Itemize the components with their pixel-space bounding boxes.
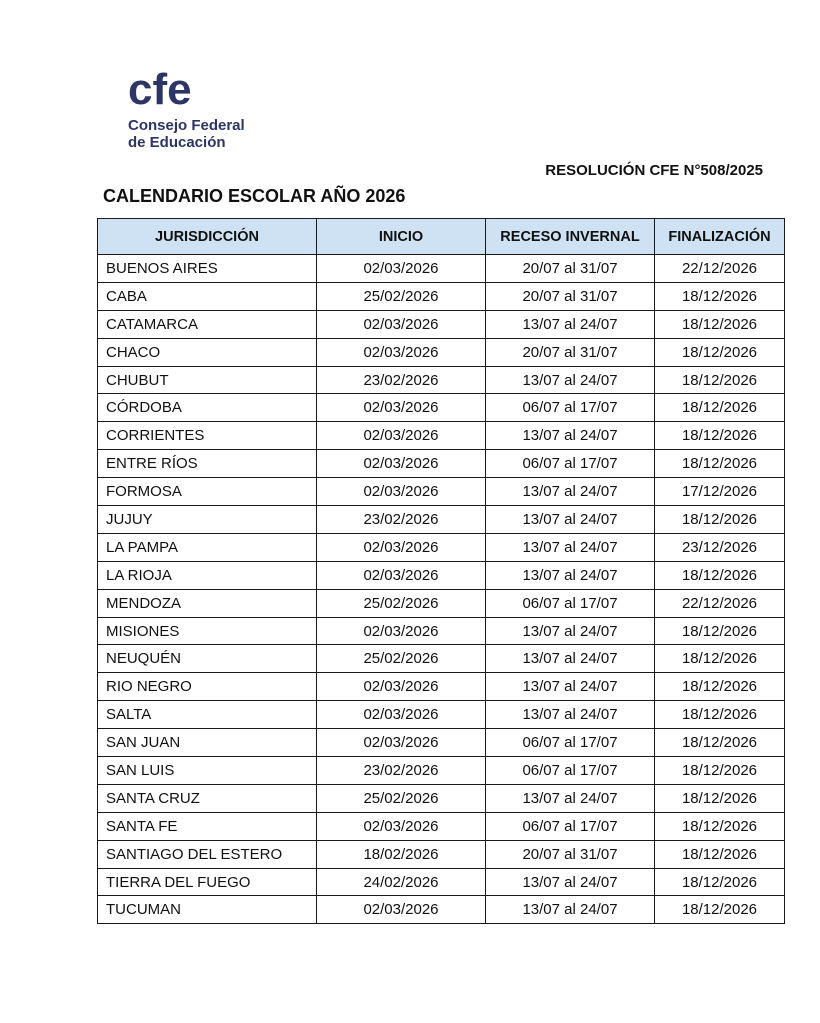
cell-finalizacion: 18/12/2026: [655, 896, 785, 924]
table-row: [98, 729, 785, 757]
table-row: [98, 784, 785, 812]
cell-receso: 06/07 al 17/07: [486, 757, 655, 785]
cell-jurisdiction: SALTA: [98, 701, 317, 729]
cell-receso: 06/07 al 17/07: [486, 589, 655, 617]
cell-jurisdiction: CHUBUT: [98, 366, 317, 394]
cell-receso: 13/07 al 24/07: [486, 868, 655, 896]
cell-finalizacion: 18/12/2026: [655, 394, 785, 422]
cell-receso: 20/07 al 31/07: [486, 338, 655, 366]
cell-finalizacion: 22/12/2026: [655, 255, 785, 283]
logo-name-line2: de Educación: [128, 133, 226, 151]
cell-finalizacion: 18/12/2026: [655, 310, 785, 338]
cell-jurisdiction: TUCUMAN: [98, 896, 317, 924]
table-row: [98, 589, 785, 617]
table-row: [98, 366, 785, 394]
cell-finalizacion: 18/12/2026: [655, 701, 785, 729]
table-row: [98, 701, 785, 729]
cell-receso: 06/07 al 17/07: [486, 729, 655, 757]
cell-inicio: 02/03/2026: [317, 673, 486, 701]
cell-inicio: 02/03/2026: [317, 394, 486, 422]
cell-inicio: 24/02/2026: [317, 868, 486, 896]
table-row: [98, 338, 785, 366]
cfe-logo: [128, 65, 245, 151]
cell-finalizacion: 17/12/2026: [655, 478, 785, 506]
cell-finalizacion: 23/12/2026: [655, 533, 785, 561]
cell-inicio: 02/03/2026: [317, 450, 486, 478]
cell-receso: 13/07 al 24/07: [486, 701, 655, 729]
cell-receso: 06/07 al 17/07: [486, 394, 655, 422]
cell-inicio: 25/02/2026: [317, 784, 486, 812]
cell-finalizacion: 18/12/2026: [655, 868, 785, 896]
resolution-label: RESOLUCIÓN CFE N°508/2025: [545, 162, 763, 179]
table-row: [98, 840, 785, 868]
cell-jurisdiction: LA RIOJA: [98, 561, 317, 589]
cell-jurisdiction: NEUQUÉN: [98, 645, 317, 673]
column-header: JURISDICCIÓN: [98, 219, 317, 255]
table-row: [98, 757, 785, 785]
cell-receso: 13/07 al 24/07: [486, 896, 655, 924]
cell-finalizacion: 18/12/2026: [655, 422, 785, 450]
cell-finalizacion: 18/12/2026: [655, 840, 785, 868]
cell-jurisdiction: SAN LUIS: [98, 757, 317, 785]
cell-finalizacion: 18/12/2026: [655, 812, 785, 840]
cell-receso: 20/07 al 31/07: [486, 255, 655, 283]
cell-finalizacion: 18/12/2026: [655, 729, 785, 757]
cell-receso: 13/07 al 24/07: [486, 506, 655, 534]
column-header: INICIO: [317, 219, 486, 255]
cell-receso: 13/07 al 24/07: [486, 478, 655, 506]
cell-receso: 13/07 al 24/07: [486, 673, 655, 701]
table-body: [98, 255, 785, 924]
table-row: [98, 506, 785, 534]
table-row: [98, 561, 785, 589]
cell-finalizacion: 18/12/2026: [655, 450, 785, 478]
cell-finalizacion: 18/12/2026: [655, 645, 785, 673]
cell-inicio: 02/03/2026: [317, 561, 486, 589]
cell-jurisdiction: LA PAMPA: [98, 533, 317, 561]
cell-jurisdiction: SANTA CRUZ: [98, 784, 317, 812]
cell-jurisdiction: CÓRDOBA: [98, 394, 317, 422]
cell-inicio: 25/02/2026: [317, 589, 486, 617]
cell-inicio: 02/03/2026: [317, 729, 486, 757]
cell-receso: 13/07 al 24/07: [486, 310, 655, 338]
table-row: [98, 896, 785, 924]
table-header-row: [98, 219, 785, 255]
cell-inicio: 02/03/2026: [317, 422, 486, 450]
table-row: [98, 450, 785, 478]
cell-receso: 13/07 al 24/07: [486, 561, 655, 589]
cell-finalizacion: 18/12/2026: [655, 784, 785, 812]
cell-inicio: 23/02/2026: [317, 366, 486, 394]
cell-receso: 13/07 al 24/07: [486, 645, 655, 673]
cell-inicio: 02/03/2026: [317, 338, 486, 366]
cell-receso: 13/07 al 24/07: [486, 533, 655, 561]
cell-jurisdiction: SANTIAGO DEL ESTERO: [98, 840, 317, 868]
cell-jurisdiction: SAN JUAN: [98, 729, 317, 757]
cell-finalizacion: 18/12/2026: [655, 338, 785, 366]
cell-jurisdiction: CATAMARCA: [98, 310, 317, 338]
logo-acronym: cfe: [128, 65, 192, 114]
cell-inicio: 02/03/2026: [317, 617, 486, 645]
cell-jurisdiction: ENTRE RÍOS: [98, 450, 317, 478]
column-header: RECESO INVERNAL: [486, 219, 655, 255]
cell-inicio: 02/03/2026: [317, 812, 486, 840]
cell-finalizacion: 18/12/2026: [655, 506, 785, 534]
cell-jurisdiction: CABA: [98, 282, 317, 310]
calendar-table: [97, 218, 785, 924]
page-title: CALENDARIO ESCOLAR AÑO 2026: [103, 186, 406, 206]
cell-jurisdiction: JUJUY: [98, 506, 317, 534]
cell-finalizacion: 18/12/2026: [655, 617, 785, 645]
cell-receso: 06/07 al 17/07: [486, 812, 655, 840]
cell-inicio: 02/03/2026: [317, 255, 486, 283]
table-row: [98, 394, 785, 422]
table-row: [98, 645, 785, 673]
table-row: [98, 812, 785, 840]
cell-jurisdiction: MENDOZA: [98, 589, 317, 617]
table-row: [98, 533, 785, 561]
cell-finalizacion: 18/12/2026: [655, 366, 785, 394]
cell-jurisdiction: SANTA FE: [98, 812, 317, 840]
cell-inicio: 02/03/2026: [317, 896, 486, 924]
cell-jurisdiction: FORMOSA: [98, 478, 317, 506]
cell-receso: 13/07 al 24/07: [486, 366, 655, 394]
cell-jurisdiction: CORRIENTES: [98, 422, 317, 450]
table-row: [98, 255, 785, 283]
table-row: [98, 422, 785, 450]
cell-inicio: 23/02/2026: [317, 506, 486, 534]
cell-receso: 13/07 al 24/07: [486, 617, 655, 645]
cell-jurisdiction: MISIONES: [98, 617, 317, 645]
cell-receso: 13/07 al 24/07: [486, 422, 655, 450]
cell-receso: 13/07 al 24/07: [486, 784, 655, 812]
cell-receso: 06/07 al 17/07: [486, 450, 655, 478]
table-row: [98, 673, 785, 701]
cell-inicio: 18/02/2026: [317, 840, 486, 868]
table-row: [98, 282, 785, 310]
cell-jurisdiction: TIERRA DEL FUEGO: [98, 868, 317, 896]
cell-jurisdiction: RIO NEGRO: [98, 673, 317, 701]
cell-jurisdiction: CHACO: [98, 338, 317, 366]
cell-inicio: 25/02/2026: [317, 645, 486, 673]
cell-inicio: 02/03/2026: [317, 310, 486, 338]
cell-receso: 20/07 al 31/07: [486, 840, 655, 868]
table-row: [98, 310, 785, 338]
cell-finalizacion: 18/12/2026: [655, 282, 785, 310]
cell-inicio: 02/03/2026: [317, 478, 486, 506]
cell-inicio: 25/02/2026: [317, 282, 486, 310]
cell-inicio: 02/03/2026: [317, 533, 486, 561]
cell-inicio: 02/03/2026: [317, 701, 486, 729]
table-row: [98, 868, 785, 896]
logo-name-line1: Consejo Federal: [128, 117, 245, 134]
cell-receso: 20/07 al 31/07: [486, 282, 655, 310]
cell-finalizacion: 22/12/2026: [655, 589, 785, 617]
cell-finalizacion: 18/12/2026: [655, 757, 785, 785]
cell-jurisdiction: BUENOS AIRES: [98, 255, 317, 283]
table-row: [98, 478, 785, 506]
cell-finalizacion: 18/12/2026: [655, 673, 785, 701]
table-row: [98, 617, 785, 645]
cell-inicio: 23/02/2026: [317, 757, 486, 785]
cell-finalizacion: 18/12/2026: [655, 561, 785, 589]
column-header: FINALIZACIÓN: [655, 219, 785, 255]
